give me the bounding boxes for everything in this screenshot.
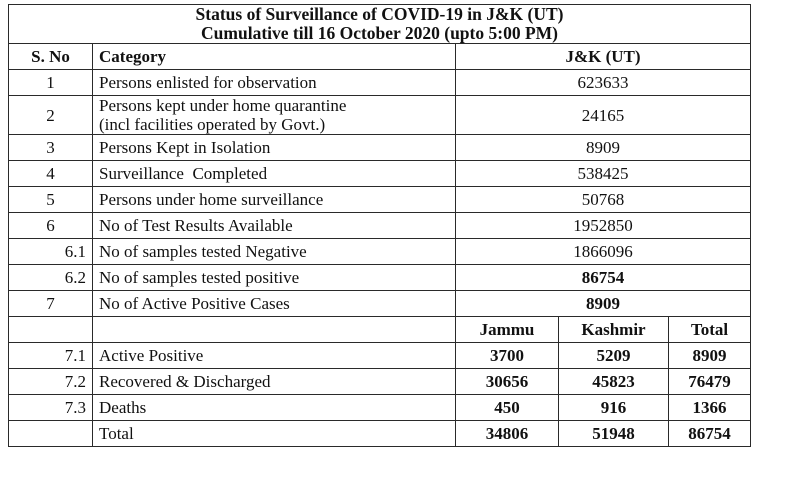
row-value: 86754 xyxy=(456,265,751,291)
row-value: 8909 xyxy=(456,135,751,161)
row-value: 50768 xyxy=(456,187,751,213)
row-value: 1866096 xyxy=(456,239,751,265)
table-row xyxy=(9,369,751,395)
row-sno: 7.3 xyxy=(9,395,93,421)
total-row xyxy=(9,421,751,447)
row-value: 24165 xyxy=(456,96,751,135)
sub-header-jammu: Jammu xyxy=(456,317,559,343)
row-category: Recovered & Discharged xyxy=(93,369,456,395)
row-category: No of samples tested Negative xyxy=(93,239,456,265)
row-sno: 5 xyxy=(9,187,93,213)
row-sno: 6.1 xyxy=(9,239,93,265)
title-line-1: Status of Surveillance of COVID-19 in J&K (UT) xyxy=(195,4,564,24)
table-row xyxy=(9,161,751,187)
row-category-line-1: Persons kept under home quarantine xyxy=(99,96,347,115)
row-jammu: 30656 xyxy=(456,369,559,395)
row-category: Surveillance Completed xyxy=(93,161,456,187)
sub-header-total: Total xyxy=(669,317,751,343)
surveillance-table xyxy=(8,4,751,447)
row-value: 623633 xyxy=(456,70,751,96)
title-row xyxy=(9,5,751,44)
row-value: 8909 xyxy=(456,291,751,317)
row-category: Persons Kept in Isolation xyxy=(93,135,456,161)
table-row xyxy=(9,135,751,161)
total-sno-empty xyxy=(9,421,93,447)
row-total: 76479 xyxy=(669,369,751,395)
table-row xyxy=(9,265,751,291)
report-page xyxy=(8,4,751,447)
row-sno: 2 xyxy=(9,96,93,135)
total-total: 86754 xyxy=(669,421,751,447)
row-category: No of Active Positive Cases xyxy=(93,291,456,317)
row-kashmir: 45823 xyxy=(559,369,669,395)
table-row xyxy=(9,187,751,213)
row-sno: 3 xyxy=(9,135,93,161)
row-sno: 4 xyxy=(9,161,93,187)
table-row xyxy=(9,343,751,369)
header-sno: S. No xyxy=(9,44,93,70)
title-line-2: Cumulative till 16 October 2020 (upto 5:00 PM) xyxy=(201,23,558,43)
sub-header-category-empty xyxy=(93,317,456,343)
total-label: Total xyxy=(93,421,456,447)
row-category: No of samples tested positive xyxy=(93,265,456,291)
row-sno: 7.2 xyxy=(9,369,93,395)
report-title xyxy=(9,5,751,44)
row-jammu: 450 xyxy=(456,395,559,421)
header-category: Category xyxy=(93,44,456,70)
row-category: Persons enlisted for observation xyxy=(93,70,456,96)
row-category-line-2: (incl facilities operated by Govt.) xyxy=(99,115,326,134)
row-category: Active Positive xyxy=(93,343,456,369)
row-value: 538425 xyxy=(456,161,751,187)
row-category: Deaths xyxy=(93,395,456,421)
row-jammu: 3700 xyxy=(456,343,559,369)
row-sno: 6 xyxy=(9,213,93,239)
row-value: 1952850 xyxy=(456,213,751,239)
row-category xyxy=(93,96,456,135)
table-row xyxy=(9,70,751,96)
table-row xyxy=(9,395,751,421)
row-sno: 7 xyxy=(9,291,93,317)
row-category: No of Test Results Available xyxy=(93,213,456,239)
row-kashmir: 5209 xyxy=(559,343,669,369)
header-value: J&K (UT) xyxy=(456,44,751,70)
row-kashmir: 916 xyxy=(559,395,669,421)
table-row xyxy=(9,96,751,135)
table-row xyxy=(9,239,751,265)
row-total: 1366 xyxy=(669,395,751,421)
row-total: 8909 xyxy=(669,343,751,369)
total-jammu: 34806 xyxy=(456,421,559,447)
sub-header-row xyxy=(9,317,751,343)
total-kashmir: 51948 xyxy=(559,421,669,447)
row-sno: 7.1 xyxy=(9,343,93,369)
row-sno: 1 xyxy=(9,70,93,96)
table-row xyxy=(9,291,751,317)
row-sno: 6.2 xyxy=(9,265,93,291)
sub-header-kashmir: Kashmir xyxy=(559,317,669,343)
sub-header-sno-empty xyxy=(9,317,93,343)
row-category: Persons under home surveillance xyxy=(93,187,456,213)
table-row xyxy=(9,213,751,239)
header-row xyxy=(9,44,751,70)
